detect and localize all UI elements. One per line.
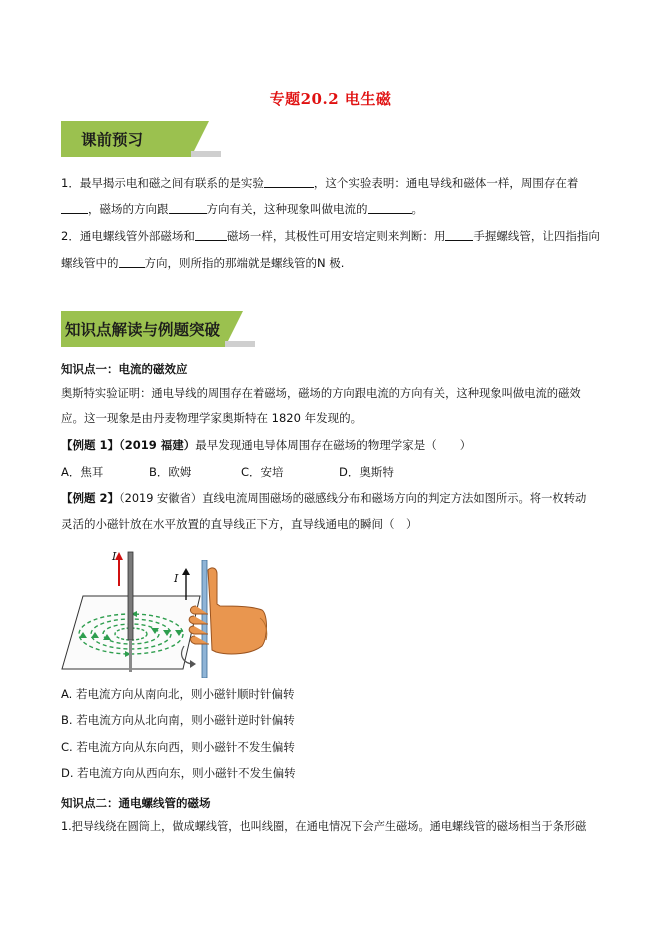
current-label-left: I	[112, 550, 117, 563]
example-2-line-2: 灵活的小磁针放在水平放置的直导线正下方，直导线通电的瞬间（ ）	[61, 517, 418, 531]
example-2-option-a: A. 若电流方向从南向北，则小磁针顺时针偏转	[61, 687, 295, 701]
current-label-right: I	[174, 572, 179, 585]
option-d: D．奥斯特	[339, 465, 394, 479]
preview-question-2-line-2	[61, 250, 344, 276]
example-1	[61, 432, 471, 458]
question-text: 磁场一样，其极性可用安培定则来判断：用	[226, 229, 446, 243]
example-tag: 【例题 1】（2019 福建）	[61, 438, 196, 452]
question-text: ，磁场的方向跟	[88, 202, 169, 216]
knowledge-point-1-text-line-1: 奥斯特实验证明：通电导线的周围存在着磁场，磁场的方向跟电流的方向有关，这种现象叫做电流的磁效	[61, 387, 581, 400]
question-text: 1．最早揭示电和磁之间有联系的是实验	[61, 176, 264, 190]
knowledge-point-1-text-line-2: 应。这一现象是由丹麦物理学家奥斯特在 1820 年发现的。	[61, 411, 363, 425]
section-banner-preview	[61, 121, 191, 157]
question-text: 方向，则所指的那端就是螺线管的N 极.	[144, 256, 345, 270]
answer-blank	[368, 201, 412, 214]
right-hand-rule-figure	[172, 560, 272, 678]
knowledge-point-2-title: 知识点二：通电螺线管的磁场	[61, 796, 211, 810]
example-text: （2019 安徽省）直线电流周围磁场的磁感线分布和磁场方向的判定方法如图所示。将一枚转动	[119, 492, 587, 505]
option-a: A．焦耳	[61, 465, 104, 479]
question-text: 方向有关，这种现象叫做电流的	[206, 202, 368, 216]
option-c: C．安培	[241, 465, 284, 479]
current-arrow-head-right	[182, 568, 190, 575]
question-text: ，这个实验表明：通电导线和磁体一样，周围存在着	[313, 176, 579, 190]
field-curve-arrow-head	[190, 660, 196, 668]
question-text: 螺线管中的	[61, 256, 119, 270]
answer-blank	[169, 201, 207, 214]
example-2-option-b: B. 若电流方向从北向南，则小磁针逆时针偏转	[61, 713, 295, 727]
option-b: B．欧姆	[149, 465, 192, 479]
preview-question-1-line-1	[61, 170, 578, 196]
knowledge-point-1-title: 知识点一：电流的磁效应	[61, 362, 188, 376]
straight-wire-blue	[202, 560, 207, 678]
page-title: 专题20.2 电生磁	[269, 90, 392, 108]
question-text: 。	[411, 202, 423, 216]
example-2-line-1	[61, 485, 586, 512]
answer-blank	[61, 201, 88, 214]
section-banner-label: 知识点解读与例题突破	[65, 321, 221, 339]
question-text: 手握螺线管，让四指指向	[473, 229, 600, 243]
preview-question-1-line-2	[61, 196, 423, 222]
section-banner-knowledge	[61, 311, 225, 347]
answer-blank	[445, 228, 473, 241]
banner-shadow-decoration	[191, 151, 221, 157]
section-banner-label: 课前预习	[81, 131, 144, 149]
example-2-option-d: D. 若电流方向从西向东，则小磁针不发生偏转	[61, 766, 296, 780]
example-2-option-c: C. 若电流方向从东向西，则小磁针不发生偏转	[61, 740, 295, 754]
straight-wire	[128, 552, 133, 640]
wire-lower-segment	[129, 640, 132, 672]
example-tag: 【例题 2】	[61, 491, 120, 505]
knowledge-point-2-text: 1.把导线绕在圆筒上，做成螺线管，也叫线圈，在通电情况下会产生磁场。通电螺线管的磁场相当于条形磁	[61, 820, 587, 833]
example-1-options	[61, 459, 394, 485]
field-curve-arrow	[182, 646, 194, 664]
preview-question-2-line-1	[61, 223, 600, 249]
question-text: 2．通电螺线管外部磁场和	[61, 229, 195, 243]
answer-blank	[195, 228, 227, 241]
banner-shadow-decoration	[225, 341, 255, 347]
answer-blank	[264, 175, 314, 188]
example-text: 最早发现通电导体周围存在磁场的物理学家是（ ）	[195, 438, 472, 452]
hand-icon	[189, 568, 267, 654]
answer-blank	[119, 255, 145, 268]
